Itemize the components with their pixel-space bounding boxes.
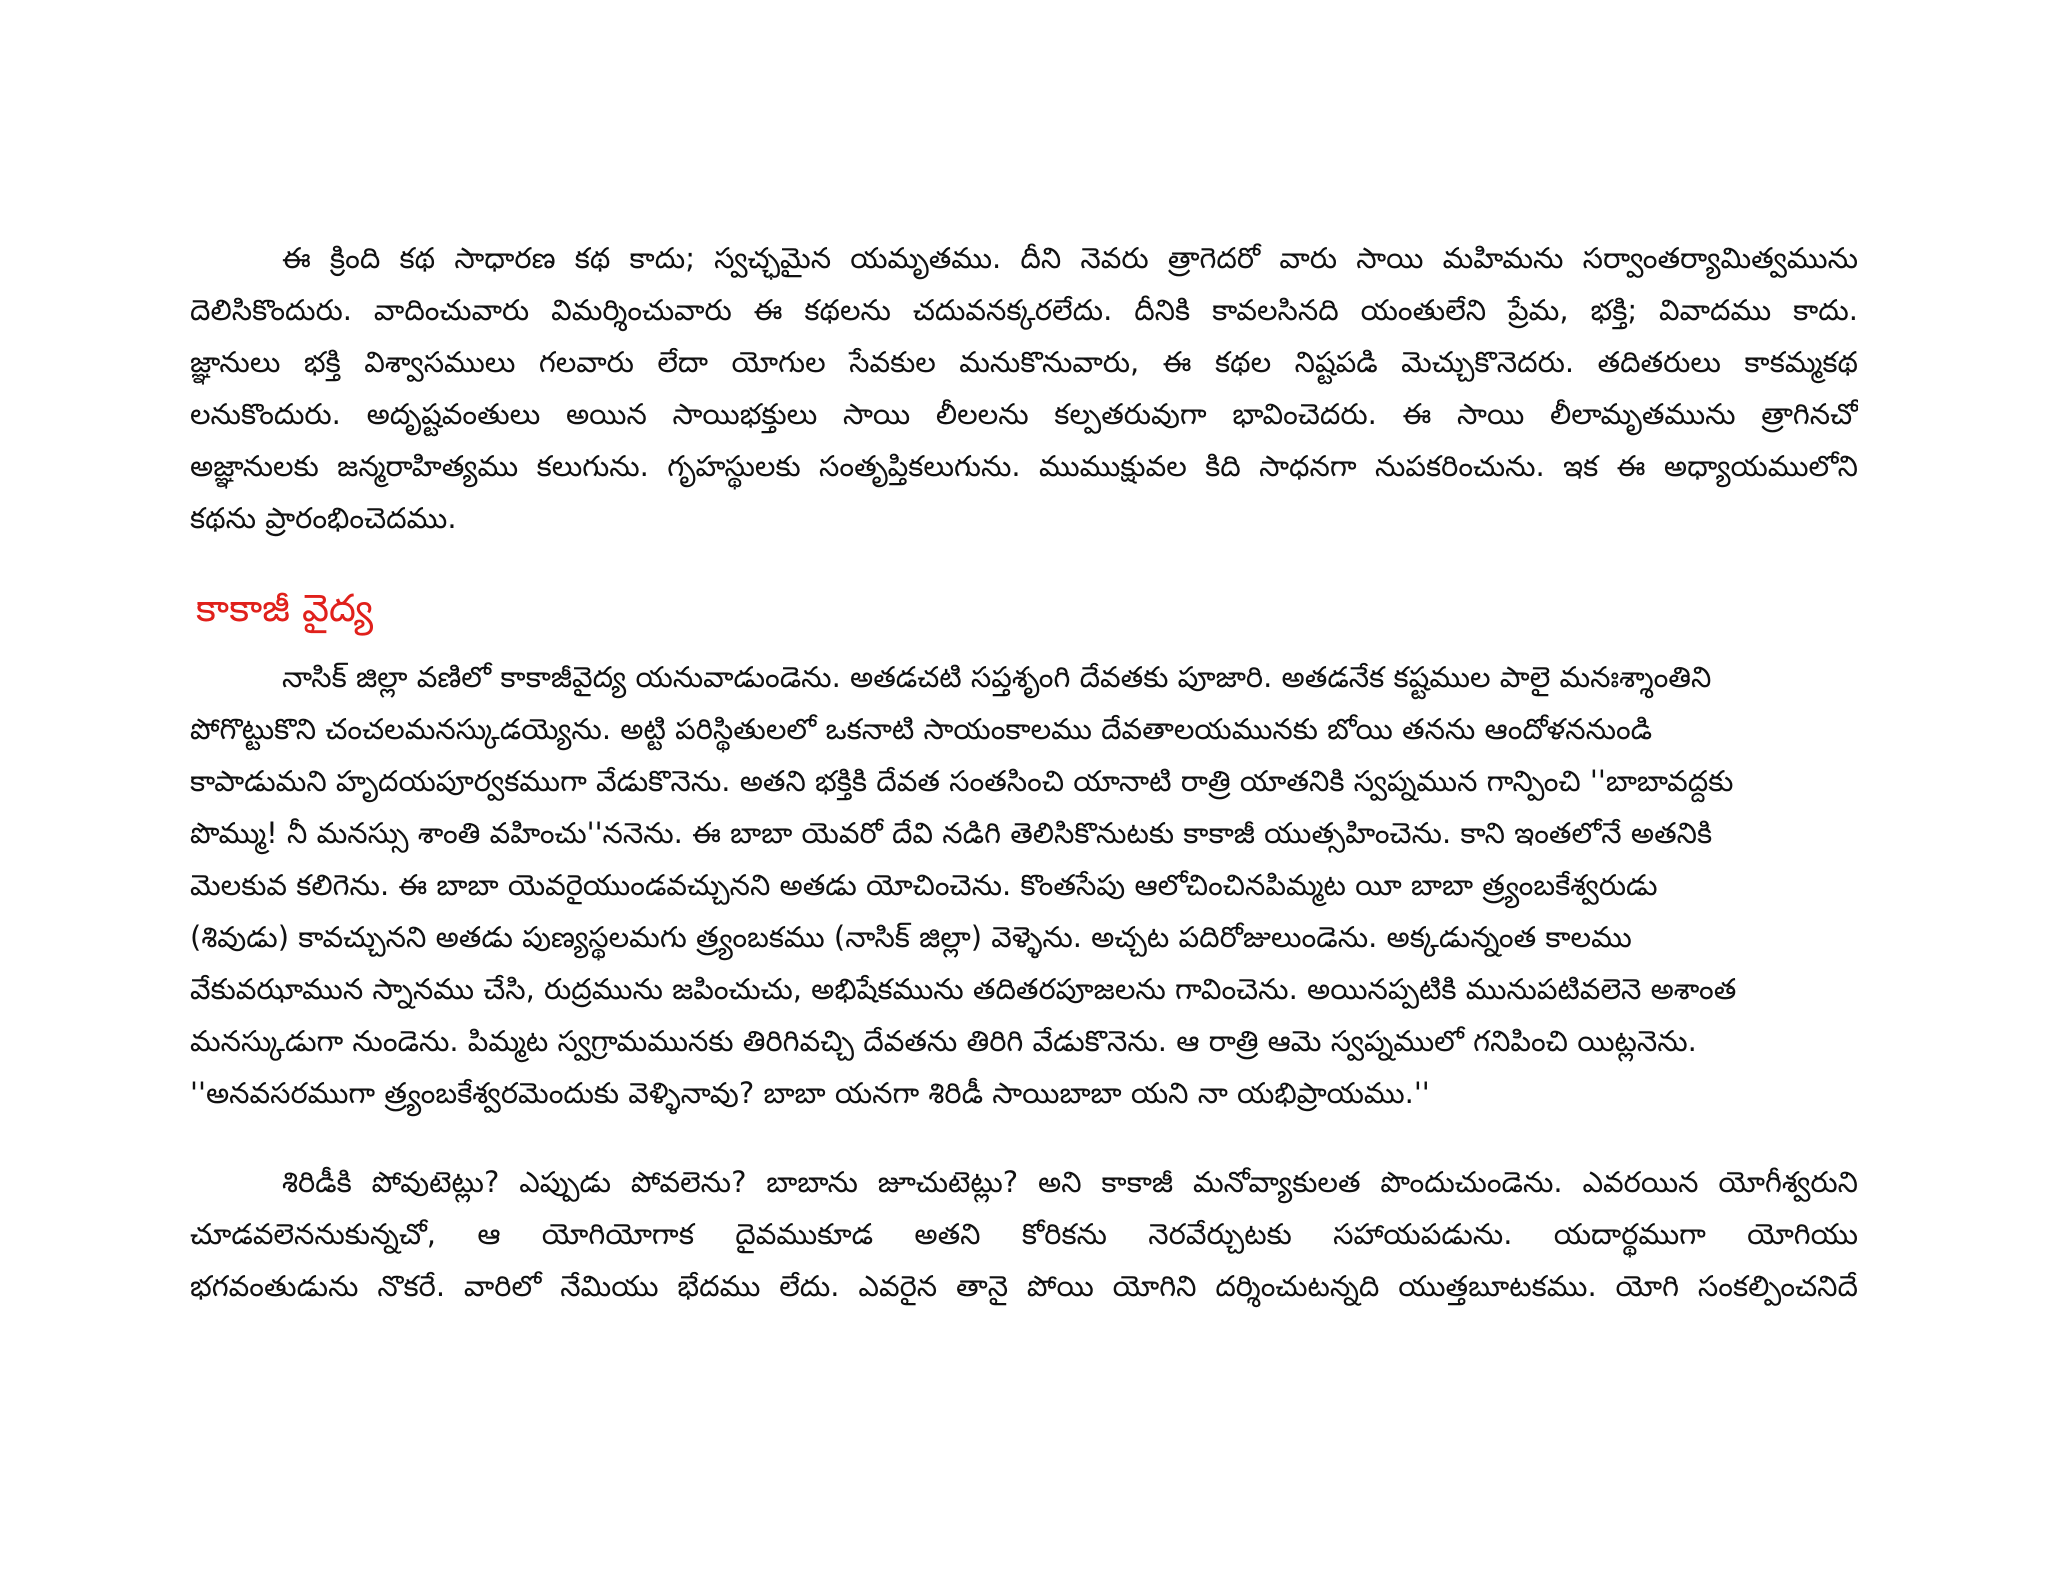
paragraph-line: పొమ్ము! నీ మనస్సు శాంతి వహించు''ననెను. ఈ బాబా యెవరో దేవి నడిగి తెలిసికొనుటకు కాకాజీ యుత్సహించెను. కాని ఇంతలోనే అతనికి — [190, 816, 1713, 850]
paragraph-line: ఈ క్రింది కథ సాధారణ కథ కాదు; స్వచ్ఛమైన యమృతము. దీని నెవరు త్రాగెదరో వారు సాయి మహిమను సర్వాంతర్యామిత్వమును — [282, 241, 1858, 275]
paragraph-line: భగవంతుడును నొకరే. వారిలో నేమియు భేదము లేదు. ఎవరైన తానై పోయి యోగిని దర్శించుటన్నది యుత్తబూటకము. యోగి సంకల్పించనిదే — [190, 1269, 1858, 1303]
paragraph-line: కాపాడుమని హృదయపూర్వకముగా వేడుకొనెను. అతని భక్తికి దేవత సంతసించి యానాటి రాత్రి యాతనికి స్వప్నమున గాన్పించి ''బాబావద్దకు — [190, 764, 1734, 798]
paragraph-line: శిరిడీకి పోవుటెట్లు? ఎప్పుడు పోవలెను? బాబాను జూచుటెట్లు? అని కాకాజీ మనోవ్యాకులత పొందుచుండెను. ఎవరయిన యోగీశ్వరుని — [282, 1165, 1858, 1199]
paragraph-line: చూడవలెననుకున్నచో, ఆ యోగియోగాక దైవముకూడ అతని కోరికను నెరవేర్చుటకు సహాయపడును. యదార్థముగా యోగియు — [190, 1217, 1858, 1251]
paragraph-line: అజ్ఞానులకు జన్మరాహిత్యము కలుగును. గృహస్థులకు సంతృప్తికలుగును. ముముక్షువల కిది సాధనగా నుపకరించును. ఇక ఈ అధ్యాయములోని — [190, 449, 1858, 483]
paragraph-line: జ్ఞానులు భక్తి విశ్వాసములు గలవారు లేదా యోగుల సేవకుల మనుకొనువారు, ఈ కథల నిష్టపడి మెచ్చుకొనెదరు. తదితరులు కాకమ్మకథ — [190, 345, 1858, 379]
paragraph-line: వేకువఝామున స్నానము చేసి, రుద్రమును జపించుచు, అభిషేకమును తదితరపూజలను గావించెను. అయినప్పటికి మునుపటివలెనె అశాంత — [190, 972, 1737, 1006]
paragraph-line: నాసిక్ జిల్లా వణిలో కాకాజీవైద్య యనువాడుండెను. అతడచటి సప్తశృంగి దేవతకు పూజారి. అతడనేక కష్టముల పాలై మనఃశ్శాంతిని — [282, 660, 1712, 694]
intro-paragraph — [190, 232, 1858, 544]
paragraph-line: దెలిసికొందురు. వాదించువారు విమర్శించువారు ఈ కథలను చదువనక్కరలేదు. దీనికి కావలసినది యంతులేని ప్రేమ, భక్తి; వివాదము కాదు. — [190, 293, 1858, 327]
paragraph-line: పోగొట్టుకొని చంచలమనస్కుడయ్యెను. అట్టి పరిస్థితులలో ఒకనాటి సాయంకాలము దేవతాలయమునకు బోయి తనను ఆందోళననుండి — [190, 712, 1653, 746]
paragraph-line: లనుకొందురు. అదృష్టవంతులు అయిన సాయిభక్తులు సాయి లీలలను కల్పతరువుగా భావించెదరు. ఈ సాయి లీలామృతమును త్రాగినచో — [190, 397, 1858, 431]
kakaji-paragraph — [190, 651, 1858, 1119]
shirdi-paragraph — [190, 1156, 1858, 1312]
paragraph-line: (శివుడు) కావచ్చునని అతడు పుణ్యస్థలమగు త్ర్యంబకము (నాసిక్ జిల్లా) వెళ్ళెను. అచ్చట పదిరోజులుండెను. అక్కడున్నంత కాలము — [190, 920, 1632, 954]
paragraph-line: మెలకువ కలిగెను. ఈ బాబా యెవరైయుండవచ్చునని అతడు యోచించెను. కొంతసేపు ఆలోచించినపిమ్మట యీ బాబా త్ర్యంబకేశ్వరుడు — [190, 868, 1658, 902]
section-heading: కాకాజీ వైద్య — [196, 586, 373, 630]
paragraph-line: ''అనవసరముగా త్ర్యంబకేశ్వరమెందుకు వెళ్ళినావు? బాబా యనగా శిరిడీ సాయిబాబా యని నా యభిప్రాయము.'' — [190, 1076, 1430, 1110]
paragraph-line: కథను ప్రారంభించెదము. — [190, 501, 457, 535]
paragraph-line: మనస్కుడుగా నుండెను. పిమ్మట స్వగ్రామమునకు తిరిగివచ్చి దేవతను తిరిగి వేడుకొనెను. ఆ రాత్రి ఆమె స్వప్నములో గనిపించి యిట్లనెను. — [190, 1024, 1697, 1058]
